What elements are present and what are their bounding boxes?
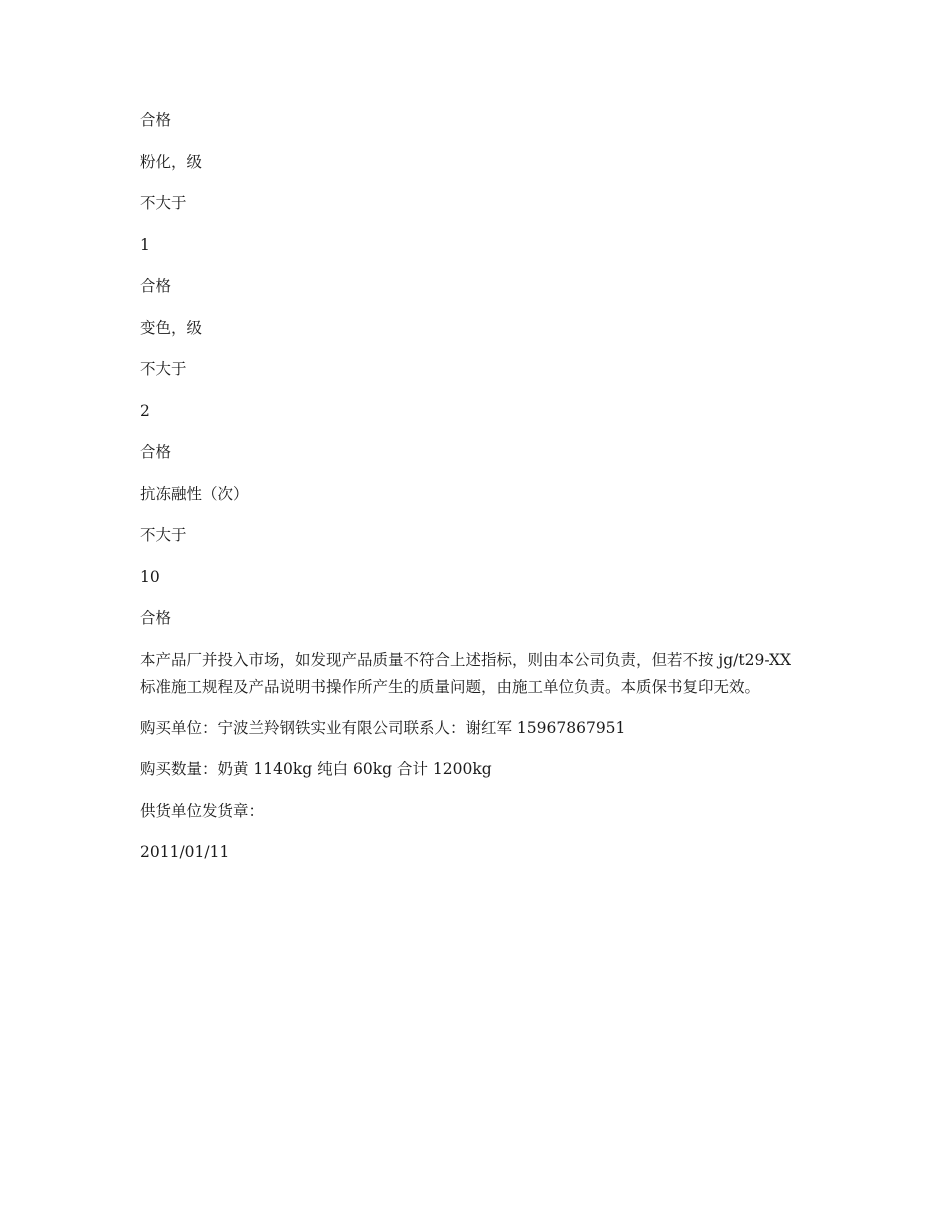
supplier-stamp-label: 供货单位发货章：: [140, 801, 265, 820]
criterion-not-greater-than: 不大于: [140, 194, 187, 212]
criterion-value: 1: [140, 235, 150, 254]
criterion-not-greater-than: 不大于: [140, 526, 187, 544]
buyer-info: 购买单位：宁波兰羚钢铁实业有限公司联系人：谢红军 15967867951: [140, 718, 626, 737]
quality-notice: 本产品厂并投入市场，如发现产品质量不符合上述指标，则由本公司负责，但若不按 jg/t29-XX 标准施工规程及产品说明书操作所产生的质量问题，由施工单位负责。本质保书复印无效。: [140, 650, 792, 696]
item-discoloration-grade: 变色，级: [140, 318, 203, 337]
result-qualified: 合格: [140, 609, 172, 627]
purchase-quantity: 购买数量：奶黄 1140kg 纯白 60kg 合计 1200kg: [140, 760, 492, 778]
result-qualified: 合格: [140, 111, 172, 129]
document-body: [140, 110, 810, 884]
criterion-not-greater-than: 不大于: [140, 360, 187, 378]
result-qualified: 合格: [140, 277, 172, 295]
item-chalking-grade: 粉化，级: [140, 152, 203, 171]
criterion-value: 10: [140, 567, 160, 586]
document-date: 2011/01/11: [140, 843, 230, 861]
item-freeze-thaw-resistance: 抗冻融性（次）: [140, 484, 249, 503]
result-qualified: 合格: [140, 443, 172, 461]
criterion-value: 2: [140, 401, 150, 420]
